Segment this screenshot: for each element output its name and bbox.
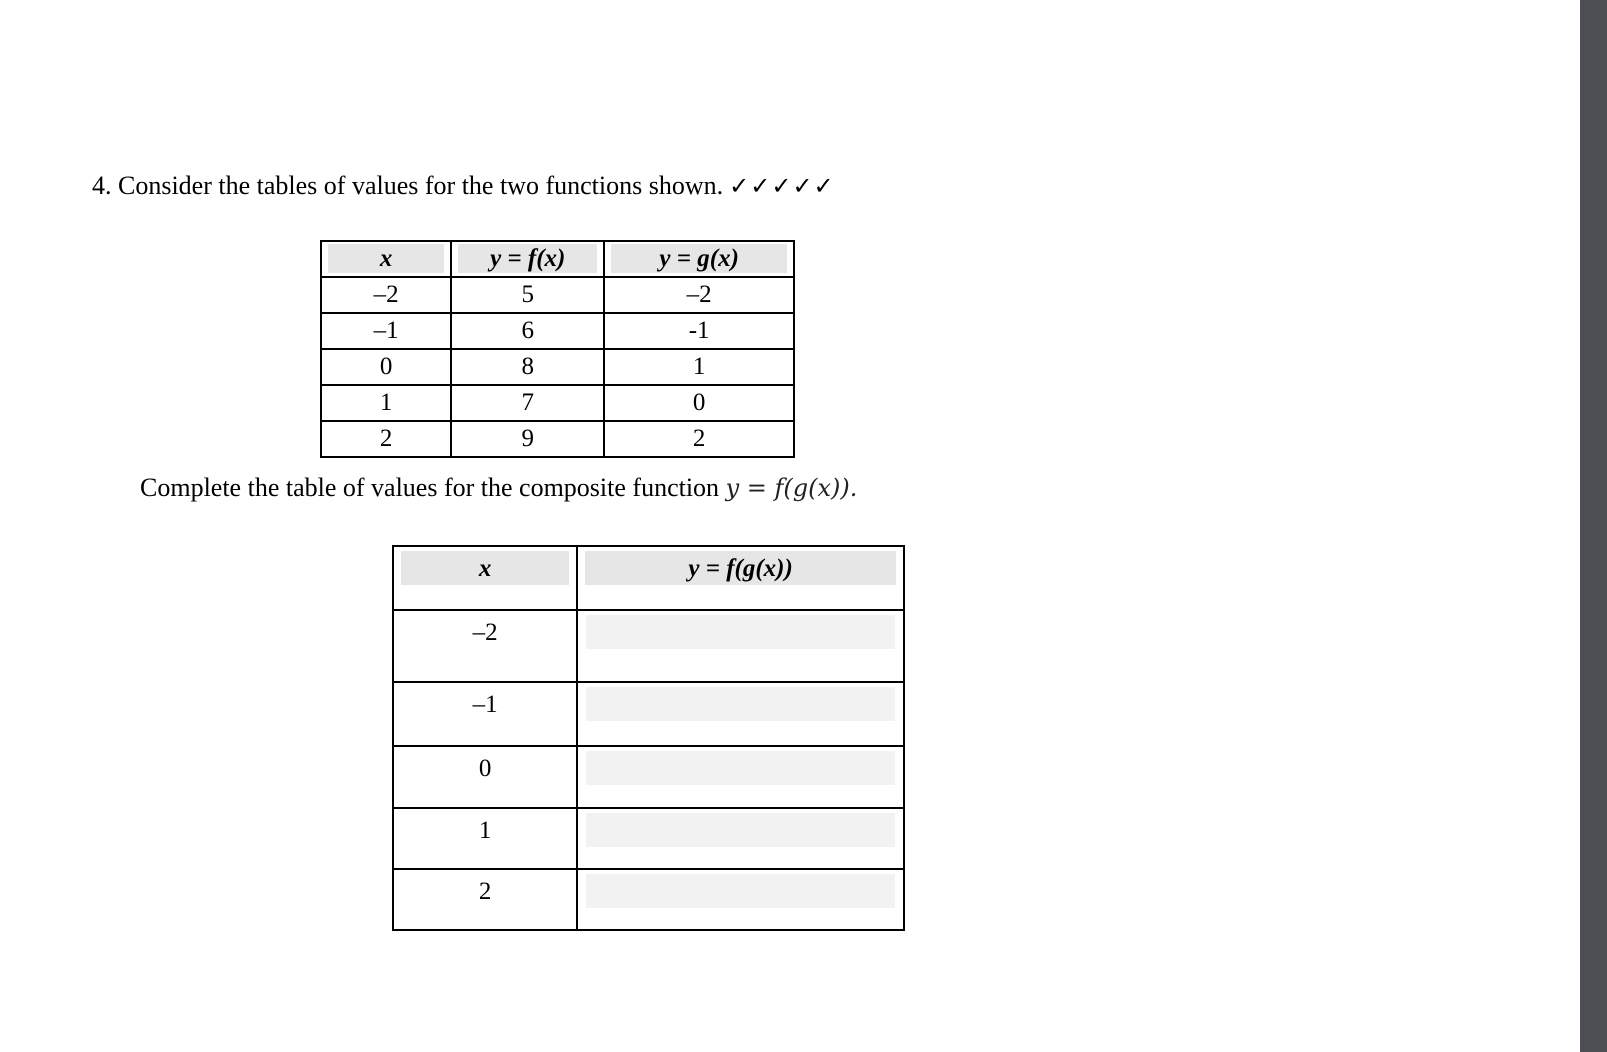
answer-cell[interactable] <box>577 808 904 869</box>
cell-f: 8 <box>451 349 604 385</box>
table-row <box>393 869 904 930</box>
answer-field[interactable] <box>586 874 895 908</box>
cell-x: 1 <box>321 385 451 421</box>
cell-x: 1 <box>393 808 577 869</box>
table-row <box>321 421 794 457</box>
cell-x: 0 <box>393 746 577 808</box>
cell-f: 5 <box>451 277 604 313</box>
answer-field[interactable] <box>586 751 895 785</box>
cell-g: 1 <box>604 349 794 385</box>
answer-field[interactable] <box>586 615 895 649</box>
composite-table <box>392 545 905 931</box>
table-row <box>393 610 904 682</box>
cell-x: 2 <box>321 421 451 457</box>
cell-g: 2 <box>604 421 794 457</box>
header-g: y = g(x) <box>604 241 794 277</box>
scrollbar[interactable] <box>1580 0 1607 1052</box>
cell-g: –2 <box>604 277 794 313</box>
table-row <box>321 349 794 385</box>
cell-x: –2 <box>321 277 451 313</box>
table-row <box>393 746 904 808</box>
composite-function: y = f(g(x)). <box>725 474 858 502</box>
cell-x: 0 <box>321 349 451 385</box>
question-prompt <box>92 168 835 204</box>
function-values-table <box>320 240 795 458</box>
table-row <box>321 385 794 421</box>
instruction-text: Complete the table of values for the composite function <box>140 473 720 502</box>
table-row <box>393 808 904 869</box>
question-text: 4. Consider the tables of values for the two functions shown. <box>92 171 724 200</box>
answer-field[interactable] <box>586 687 895 721</box>
answer-cell[interactable] <box>577 746 904 808</box>
answer-field[interactable] <box>586 813 895 847</box>
cell-g: 0 <box>604 385 794 421</box>
cell-f: 6 <box>451 313 604 349</box>
cell-x: –1 <box>321 313 451 349</box>
answer-cell[interactable] <box>577 869 904 930</box>
header-fg: y = f(g(x)) <box>577 546 904 610</box>
cell-x: –1 <box>393 682 577 746</box>
answer-cell[interactable] <box>577 610 904 682</box>
header-f: y = f(x) <box>451 241 604 277</box>
cell-f: 9 <box>451 421 604 457</box>
cell-x: 2 <box>393 869 577 930</box>
cell-x: –2 <box>393 610 577 682</box>
table-header-row <box>321 241 794 277</box>
cell-g: -1 <box>604 313 794 349</box>
answer-cell[interactable] <box>577 682 904 746</box>
table-row <box>321 313 794 349</box>
table-header-row <box>393 546 904 610</box>
header-x: x <box>393 546 577 610</box>
instruction <box>140 470 857 506</box>
table-row <box>393 682 904 746</box>
table-row <box>321 277 794 313</box>
cell-f: 7 <box>451 385 604 421</box>
header-x: x <box>321 241 451 277</box>
checkmarks: ✓✓✓✓✓ <box>729 172 835 200</box>
